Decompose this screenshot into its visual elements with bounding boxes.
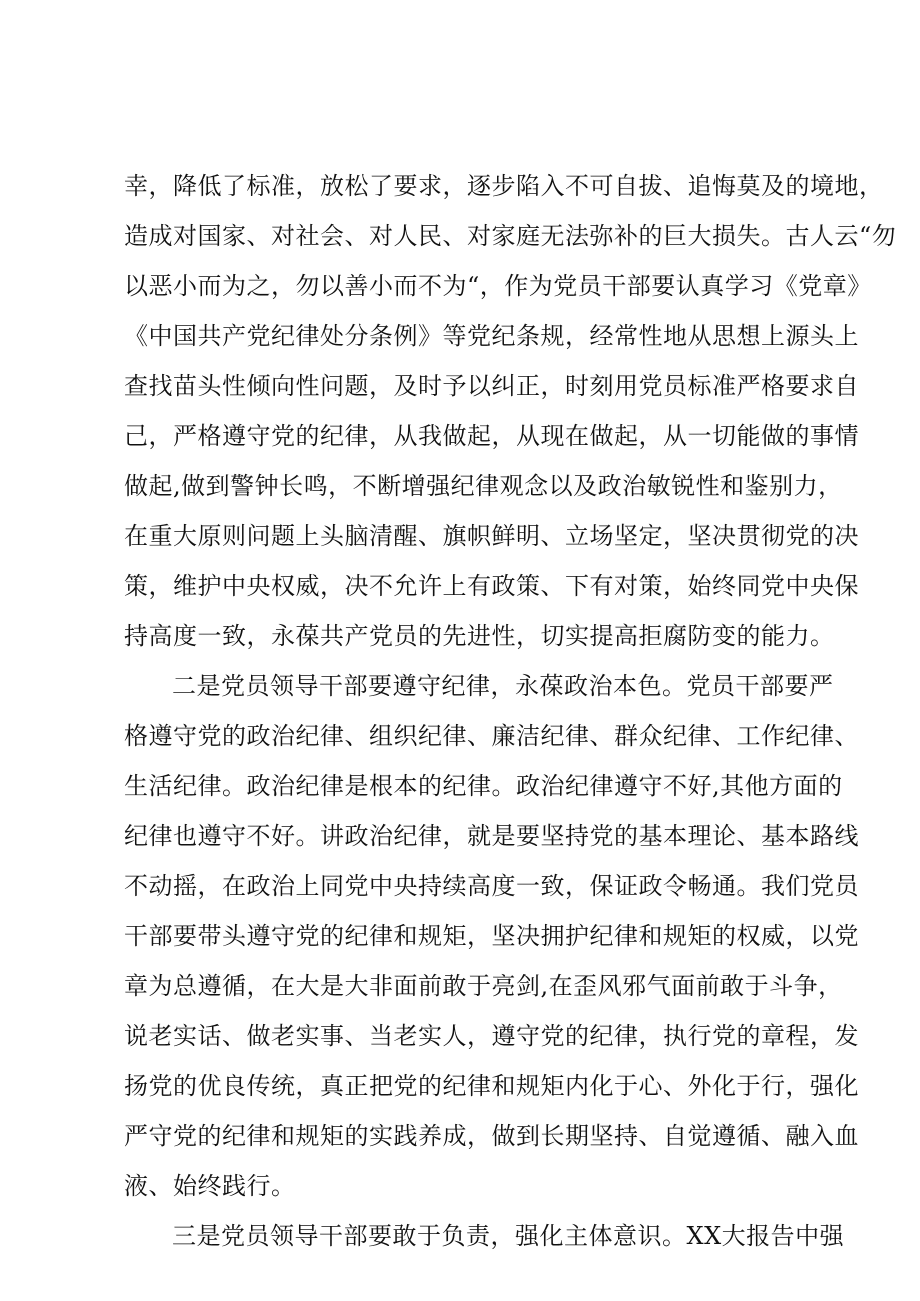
text-line: 扬党的优良传统，真正把党的纪律和规矩内化于心、外化于行，强化 bbox=[124, 1072, 859, 1100]
text-line: 二是党员领导干部要遵守纪律，永葆政治本色。党员干部要严 bbox=[172, 672, 834, 700]
text-line: 格遵守党的政治纪律、组织纪律、廉洁纪律、群众纪律、工作纪律、 bbox=[124, 722, 859, 750]
text-line: 液、始终践行。 bbox=[124, 1172, 296, 1200]
text-line: 说老实话、做老实事、当老实人，遵守党的纪律，执行党的章程，发 bbox=[124, 1022, 859, 1050]
text-line: 干部要带头遵守党的纪律和规矩，坚决拥护纪律和规矩的权威，以党 bbox=[124, 922, 859, 950]
text-line: 以恶小而为之，勿以善小而不为“，作为党员干部要认真学习《党章》 bbox=[124, 272, 872, 300]
text-line: 做起,做到警钟长鸣，不断增强纪律观念以及政治敏锐性和鉴别力， bbox=[124, 472, 843, 500]
text-line: 持高度一致，永葆共产党员的先进性，切实提高拒腐防变的能力。 bbox=[124, 622, 835, 650]
text-line: 查找苗头性倾向性问题，及时予以纠正，时刻用党员标准严格要求自 bbox=[124, 372, 859, 400]
text-line: 《中国共产党纪律处分条例》等党纪条规，经常性地从思想上源头上 bbox=[124, 322, 859, 350]
text-line: 不动摇，在政治上同党中央持续高度一致，保证政令畅通。我们党员 bbox=[124, 872, 859, 900]
text-line: 策，维护中央权威，决不允许上有政策、下有对策，始终同党中央保 bbox=[124, 572, 859, 600]
text-line: 己，严格遵守党的纪律，从我做起，从现在做起，从一切能做的事情 bbox=[124, 422, 859, 450]
text-line: 严守党的纪律和规矩的实践养成，做到长期坚持、自觉遵循、融入血 bbox=[124, 1122, 859, 1150]
text-line: 三是党员领导干部要敢于负责，强化主体意识。XX大报告中强 bbox=[172, 1222, 845, 1250]
text-line: 在重大原则问题上头脑清醒、旗帜鲜明、立场坚定，坚决贯彻党的决 bbox=[124, 522, 859, 550]
text-line: 幸，降低了标准，放松了要求，逐步陷入不可自拔、追悔莫及的境地， bbox=[124, 172, 884, 200]
text-line: 生活纪律。政治纪律是根本的纪律。政治纪律遵守不好,其他方面的 bbox=[124, 772, 843, 800]
text-line: 纪律也遵守不好。讲政治纪律，就是要坚持党的基本理论、基本路线 bbox=[124, 822, 859, 850]
text-line: 造成对国家、对社会、对人民、对家庭无法弥补的巨大损失。古人云“勿 bbox=[124, 222, 897, 250]
text-line: 章为总遵循，在大是大非面前敢于亮剑,在歪风邪气面前敢于斗争， bbox=[124, 972, 843, 1000]
